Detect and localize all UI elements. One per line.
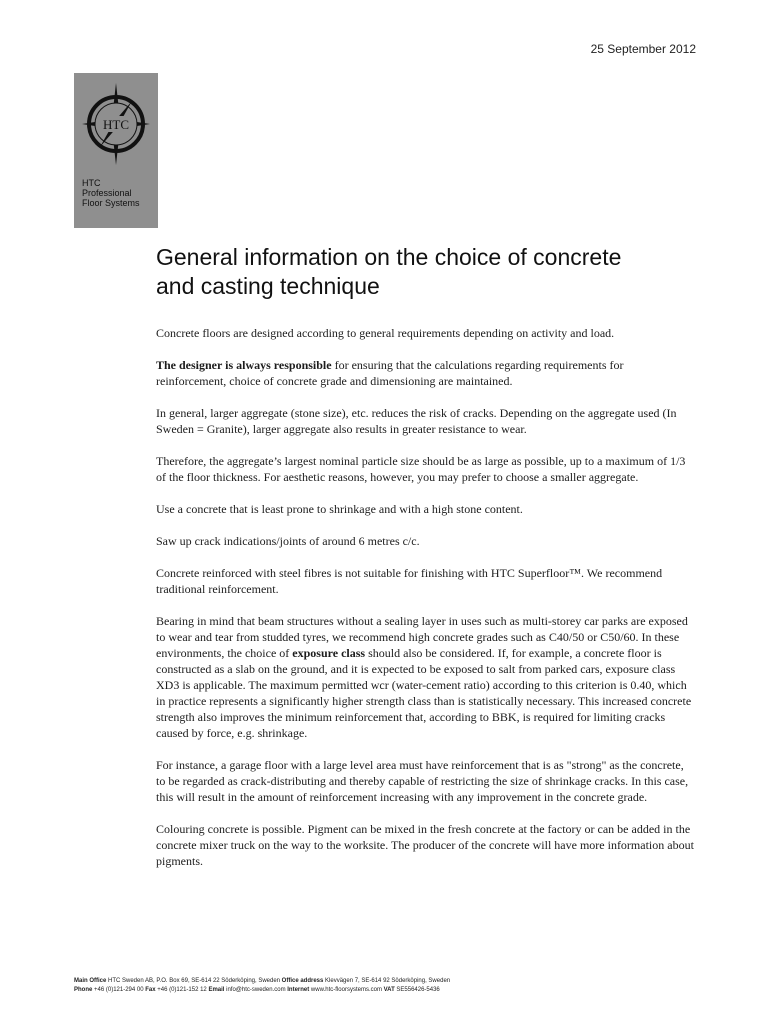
footer-value: Klevvägen 7, SE-614 92 Söderköping, Sweden: [323, 978, 451, 984]
paragraph-text: should also be considered. If, for example, a concrete floor is constructed as a slab on the ground, and it is expected to be exposed to salt from parked cars, exposure class XD3 is applicable. The maximum permitted wcr (water-cement ratio) according to this criterion is 0.40, which in practice represents a significantly higher strength class than is statistically necessary. This increased concrete strength also improves the minimum reinforcement that, according to BBK, is required for limiting cracks caused by force, e.g. shrinkage.: [156, 646, 692, 740]
logo-emblem-text: HTC: [103, 117, 129, 132]
paragraph-text: Bearing in mind that beam structures without a sealing layer in uses such as multi-storey car parks are exposed to wear and tear from studded tyres, we recommend high concrete grades such as C40/50 or C50/60. In these environments, the choice of: [156, 614, 688, 660]
logo-tagline-line: Floor Systems: [82, 198, 140, 208]
body-paragraph: In general, larger aggregate (stone size), etc. reduces the risk of cracks. Depending on the aggregate used (In Sweden = Granite), larger aggregate also results in greater resistance to wear.: [156, 406, 677, 436]
page-footer: [74, 977, 714, 995]
footer-value: +46 (0)121-152 12: [155, 987, 209, 993]
body-paragraph: Colouring concrete is possible. Pigment can be mixed in the fresh concrete at the factory or can be added in the concrete mixer truck on the way to the worksite. The producer of the concrete will have more information about pigments.: [156, 822, 694, 868]
footer-value: info@htc-sweden.com: [224, 987, 288, 993]
document-body: [156, 325, 696, 885]
body-paragraph: Concrete reinforced with steel fibres is not suitable for finishing with HTC Superfloor™. We recommend traditional reinforcement.: [156, 566, 663, 596]
footer-value: +46 (0)121-294 00: [92, 987, 146, 993]
footer-contact-line: [74, 986, 714, 995]
document-date: 25 September 2012: [590, 42, 696, 56]
emphasis-text: exposure class: [292, 646, 366, 660]
footer-label: Fax: [145, 987, 156, 993]
footer-label: VAT: [383, 987, 395, 993]
title-line: General information on the choice of concrete: [156, 244, 622, 270]
body-paragraph: For instance, a garage floor with a large level area must have reinforcement that is as "strong" as the concrete, to be regarded as crack-distributing and thereby capable of restricting the size of shrinkage cracks. In this case, this will result in the amount of reinforcement increasing with any improvement in the concrete grade.: [156, 758, 689, 804]
body-paragraph: Therefore, the aggregate’s largest nominal particle size should be as large as possible, up to a maximum of 1/3 of the floor thickness. For aesthetic reasons, however, you may prefer to choose a smaller aggregate.: [156, 454, 686, 484]
title-line: and casting technique: [156, 273, 380, 299]
paragraph-text: for ensuring that the calculations regarding requirements for reinforcement, choice of concrete grade and dimensioning are maintained.: [156, 358, 624, 388]
body-paragraph: Concrete floors are designed according to general requirements depending on activity and load.: [156, 326, 615, 340]
logo-tagline-line: HTC: [82, 178, 101, 188]
logo-tagline: [82, 178, 156, 208]
body-paragraph: [156, 613, 696, 741]
company-logo: [74, 73, 158, 228]
footer-address-line: [74, 977, 714, 986]
footer-label: Email: [208, 987, 225, 993]
footer-value: www.htc-floorsystems.com: [309, 987, 384, 993]
footer-value: SE556426-5436: [394, 987, 440, 993]
body-paragraph: Saw up crack indications/joints of around 6 metres c/c.: [156, 534, 420, 548]
body-paragraph: Use a concrete that is least prone to shrinkage and with a high stone content.: [156, 502, 523, 516]
footer-value: HTC Sweden AB, P.O. Box 69, SE-614 22 Söderköping, Sweden: [106, 978, 282, 984]
compass-emblem-icon: [78, 79, 154, 169]
emphasis-text: The designer is always responsible: [156, 358, 332, 372]
footer-label: Office address: [281, 978, 324, 984]
document-title: [156, 243, 716, 301]
footer-label: Main Office: [74, 978, 107, 984]
footer-label: Internet: [287, 987, 310, 993]
logo-tagline-line: Professional: [82, 188, 132, 198]
body-paragraph: [156, 357, 696, 389]
footer-label: Phone: [74, 987, 93, 993]
